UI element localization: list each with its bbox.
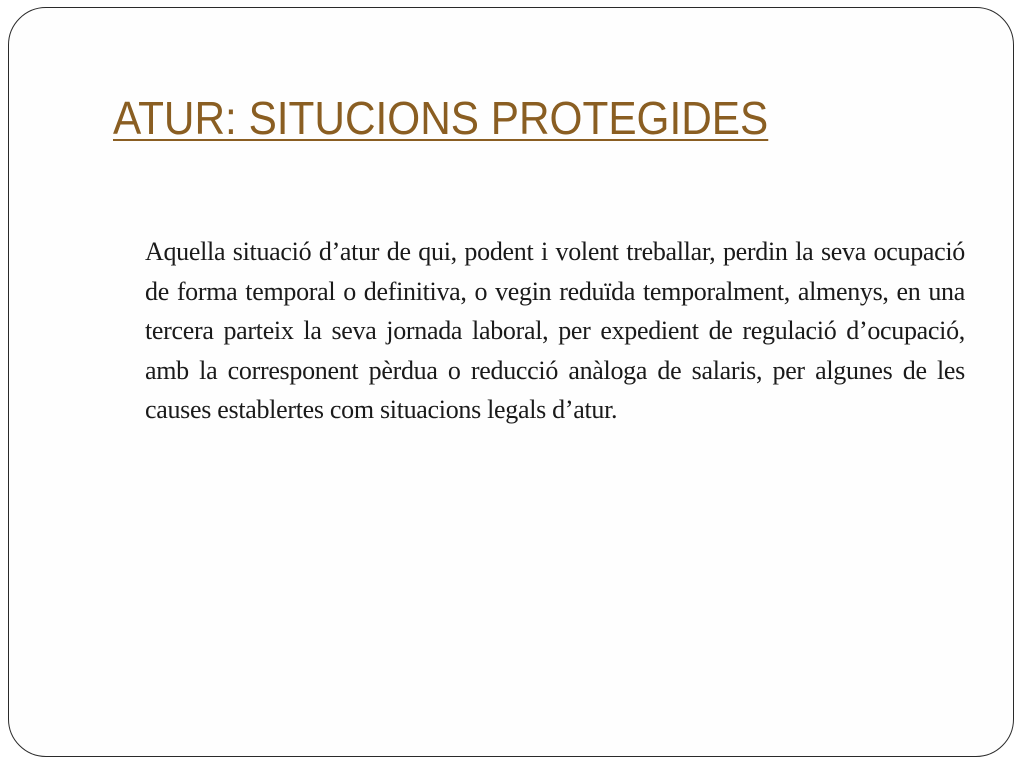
slide-title: ATUR: SITUCIONS PROTEGIDES [113,92,769,144]
slide-frame [8,7,1014,757]
slide-body-text: Aquella situació d’atur de qui, podent i volent treballar, perdin la seva ocupació de forma temporal o definitiva, o vegin reduïda temporalment, almenys, en una tercera parteix la seva jornada laboral, per expedient de regulació d’ocupació, amb la corresponent pèrdua o reducció anàloga de salaris, per algunes de les causes establertes com situacions legals d’atur. [145,237,965,424]
